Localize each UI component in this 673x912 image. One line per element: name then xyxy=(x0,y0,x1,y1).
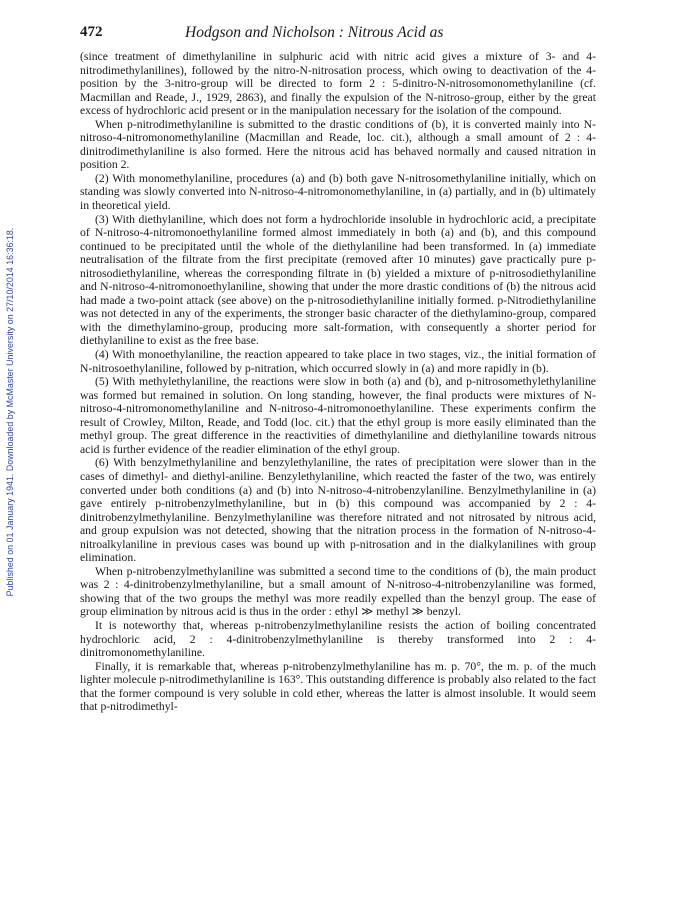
paragraph-diethylaniline: (3) With diethylaniline, which does not form a hydrochloride insoluble in hydrochloric acid, a precipitate of N-nitroso-4-nitromonoethylaniline formed almost immediately in both (a) and (b), and this compound continued to be precipitated until the whole of the diethylaniline had been transformed. In (a) immediate neutralisation of the filtrate from the first precipitate (removed after 10 minutes) gave practically pure p-nitrosodiethylaniline, whereas the corresponding filtrate in (b) yielded a mixture of p-nitrosodiethylaniline and N-nitroso-4-nitromonoethylaniline, showing that under the more drastic conditions of (b) the nitrous acid had made a two-point attack (see above) on the p-nitrosodiethylaniline initially formed. p-Nitrodiethylaniline was not detected in any of the experiments, the stronger basic character of the diethylamino-group, compared with the dimethylamino-group, producing more salt-formation, with consequently a shorter period for diethylaniline to exist as the free base. xyxy=(80,212,596,348)
paragraph-methylethylaniline: (5) With methylethylaniline, the reactions were slow in both (a) and (b), and p-nitrosomethylethylaniline was formed but remained in solution. On long standing, however, the final products were mixtures of N-nitroso-4-nitromonomethylaniline and N-nitroso-4-nitromonoethylaniline. These experiments confirm the result of Crowley, Milton, Reade, and Todd (loc. cit.) that the ethyl group is more easily eliminated than the methyl group. The great difference in the reactivities of dimethylaniline and diethylaniline towards nitrous acid is further evidence of the readier elimination of the ethyl group. xyxy=(80,375,596,456)
paragraph-monomethylaniline: (2) With monomethylaniline, procedures (a) and (b) both gave N-nitrosomethylaniline initially, which on standing was slowly converted into N-nitroso-4-nitromonomethylaniline, in (a) partially, and in (b) ultimately in theoretical yield. xyxy=(80,171,596,213)
page-number: 472 xyxy=(80,24,103,40)
paragraph-monoethylaniline: (4) With monoethylaniline, the reaction appeared to take place in two stages, viz., the initial formation of N-nitrosoethylaniline, followed by p-nitration, which occurred slowly in (a) and more rapidly in (b). xyxy=(80,348,596,375)
paragraph-second-treatment: When p-nitrobenzylmethylaniline was submitted a second time to the conditions of (b), the main product was 2 : 4-dinitrobenzylmethylaniline, but a small amount of N-nitroso-4-nitrobenzylaniline was formed, showing that of the two groups the methyl was more readily expelled than the benzyl group. The ease of group elimination by nitrous acid is thus in the order : ethyl ≫ methyl ≫ benzyl. xyxy=(80,564,596,619)
paragraph-p-nitrodimethylaniline: When p-nitrodimethylaniline is submitted to the drastic conditions of (b), it is converted mainly into N-nitroso-4-nitromonomethylaniline (Macmillan and Reade, loc. cit.), although a small amount of 2 : 4-dinitrodimethylaniline is also formed. Here the nitrous acid has behaved normally and caused nitration in position 2. xyxy=(80,117,596,172)
article-body xyxy=(80,50,596,714)
paragraph-benzylalkylanilines: (6) With benzylmethylaniline and benzylethylaniline, the rates of precipitation were slower than in the cases of dimethyl- and diethyl-aniline. Benzylethylaniline, which reacted the faster of the two, was entirely converted under both conditions (a) and (b) into N-nitroso-4-nitrobenzylaniline. Benzylmethylaniline in (a) gave entirely p-nitrobenzylmethylaniline, but in (b) this compound was accompanied by 2 : 4-dinitrobenzylmethylaniline. Benzylmethylaniline was therefore nitrated and not nitrosated by nitrous acid, and group expulsion was not detected, showing that the nitration process in the formation of N-nitroso-4-nitroalkylaniline in previous cases was bound up with p-nitrosation and in the dialkylanilines with group elimination. xyxy=(80,456,596,565)
paragraph-hydrochloric-acid: It is noteworthy that, whereas p-nitrobenzylmethylaniline resists the action of boiling concentrated hydrochloric acid, 2 : 4-dinitrobenzylmethylaniline is thereby transformed into 2 : 4-dinitromonomethylaniline. xyxy=(80,618,596,660)
paragraph-continued: (since treatment of dimethylaniline in sulphuric acid with nitric acid gives a mixture of 3- and 4-nitrodimethylanilines), followed by the nitro-N-nitrosation process, which owing to deactivation of the 4-position by the 3-nitro-group will be directed to form 2 : 5-dinitro-N-nitrosomonomethylaniline (cf. Macmillan and Reade, J., 1929, 2863), and finally the expulsion of the N-nitroso-group, either by the great excess of hydrochloric acid present or in the manipulation necessary for the isolation of the compound. xyxy=(80,50,596,118)
download-notice-text: Published on 01 January 1941. Downloaded by McMaster University on 27/10/2014 16:36:18. xyxy=(5,227,15,597)
page-header xyxy=(80,24,600,46)
running-head: Hodgson and Nicholson : Nitrous Acid as xyxy=(185,24,444,41)
download-notice xyxy=(3,152,17,672)
paragraph-melting-points: Finally, it is remarkable that, whereas p-nitrobenzylmethylaniline has m. p. 70°, the m. p. of the much lighter molecule p-nitrodimethylaniline is 163°. This outstanding difference is probably also related to the fact that the former compound is very soluble in cold ether, whereas the latter is almost insoluble. It would seem that p-nitrodimethyl- xyxy=(80,659,596,714)
